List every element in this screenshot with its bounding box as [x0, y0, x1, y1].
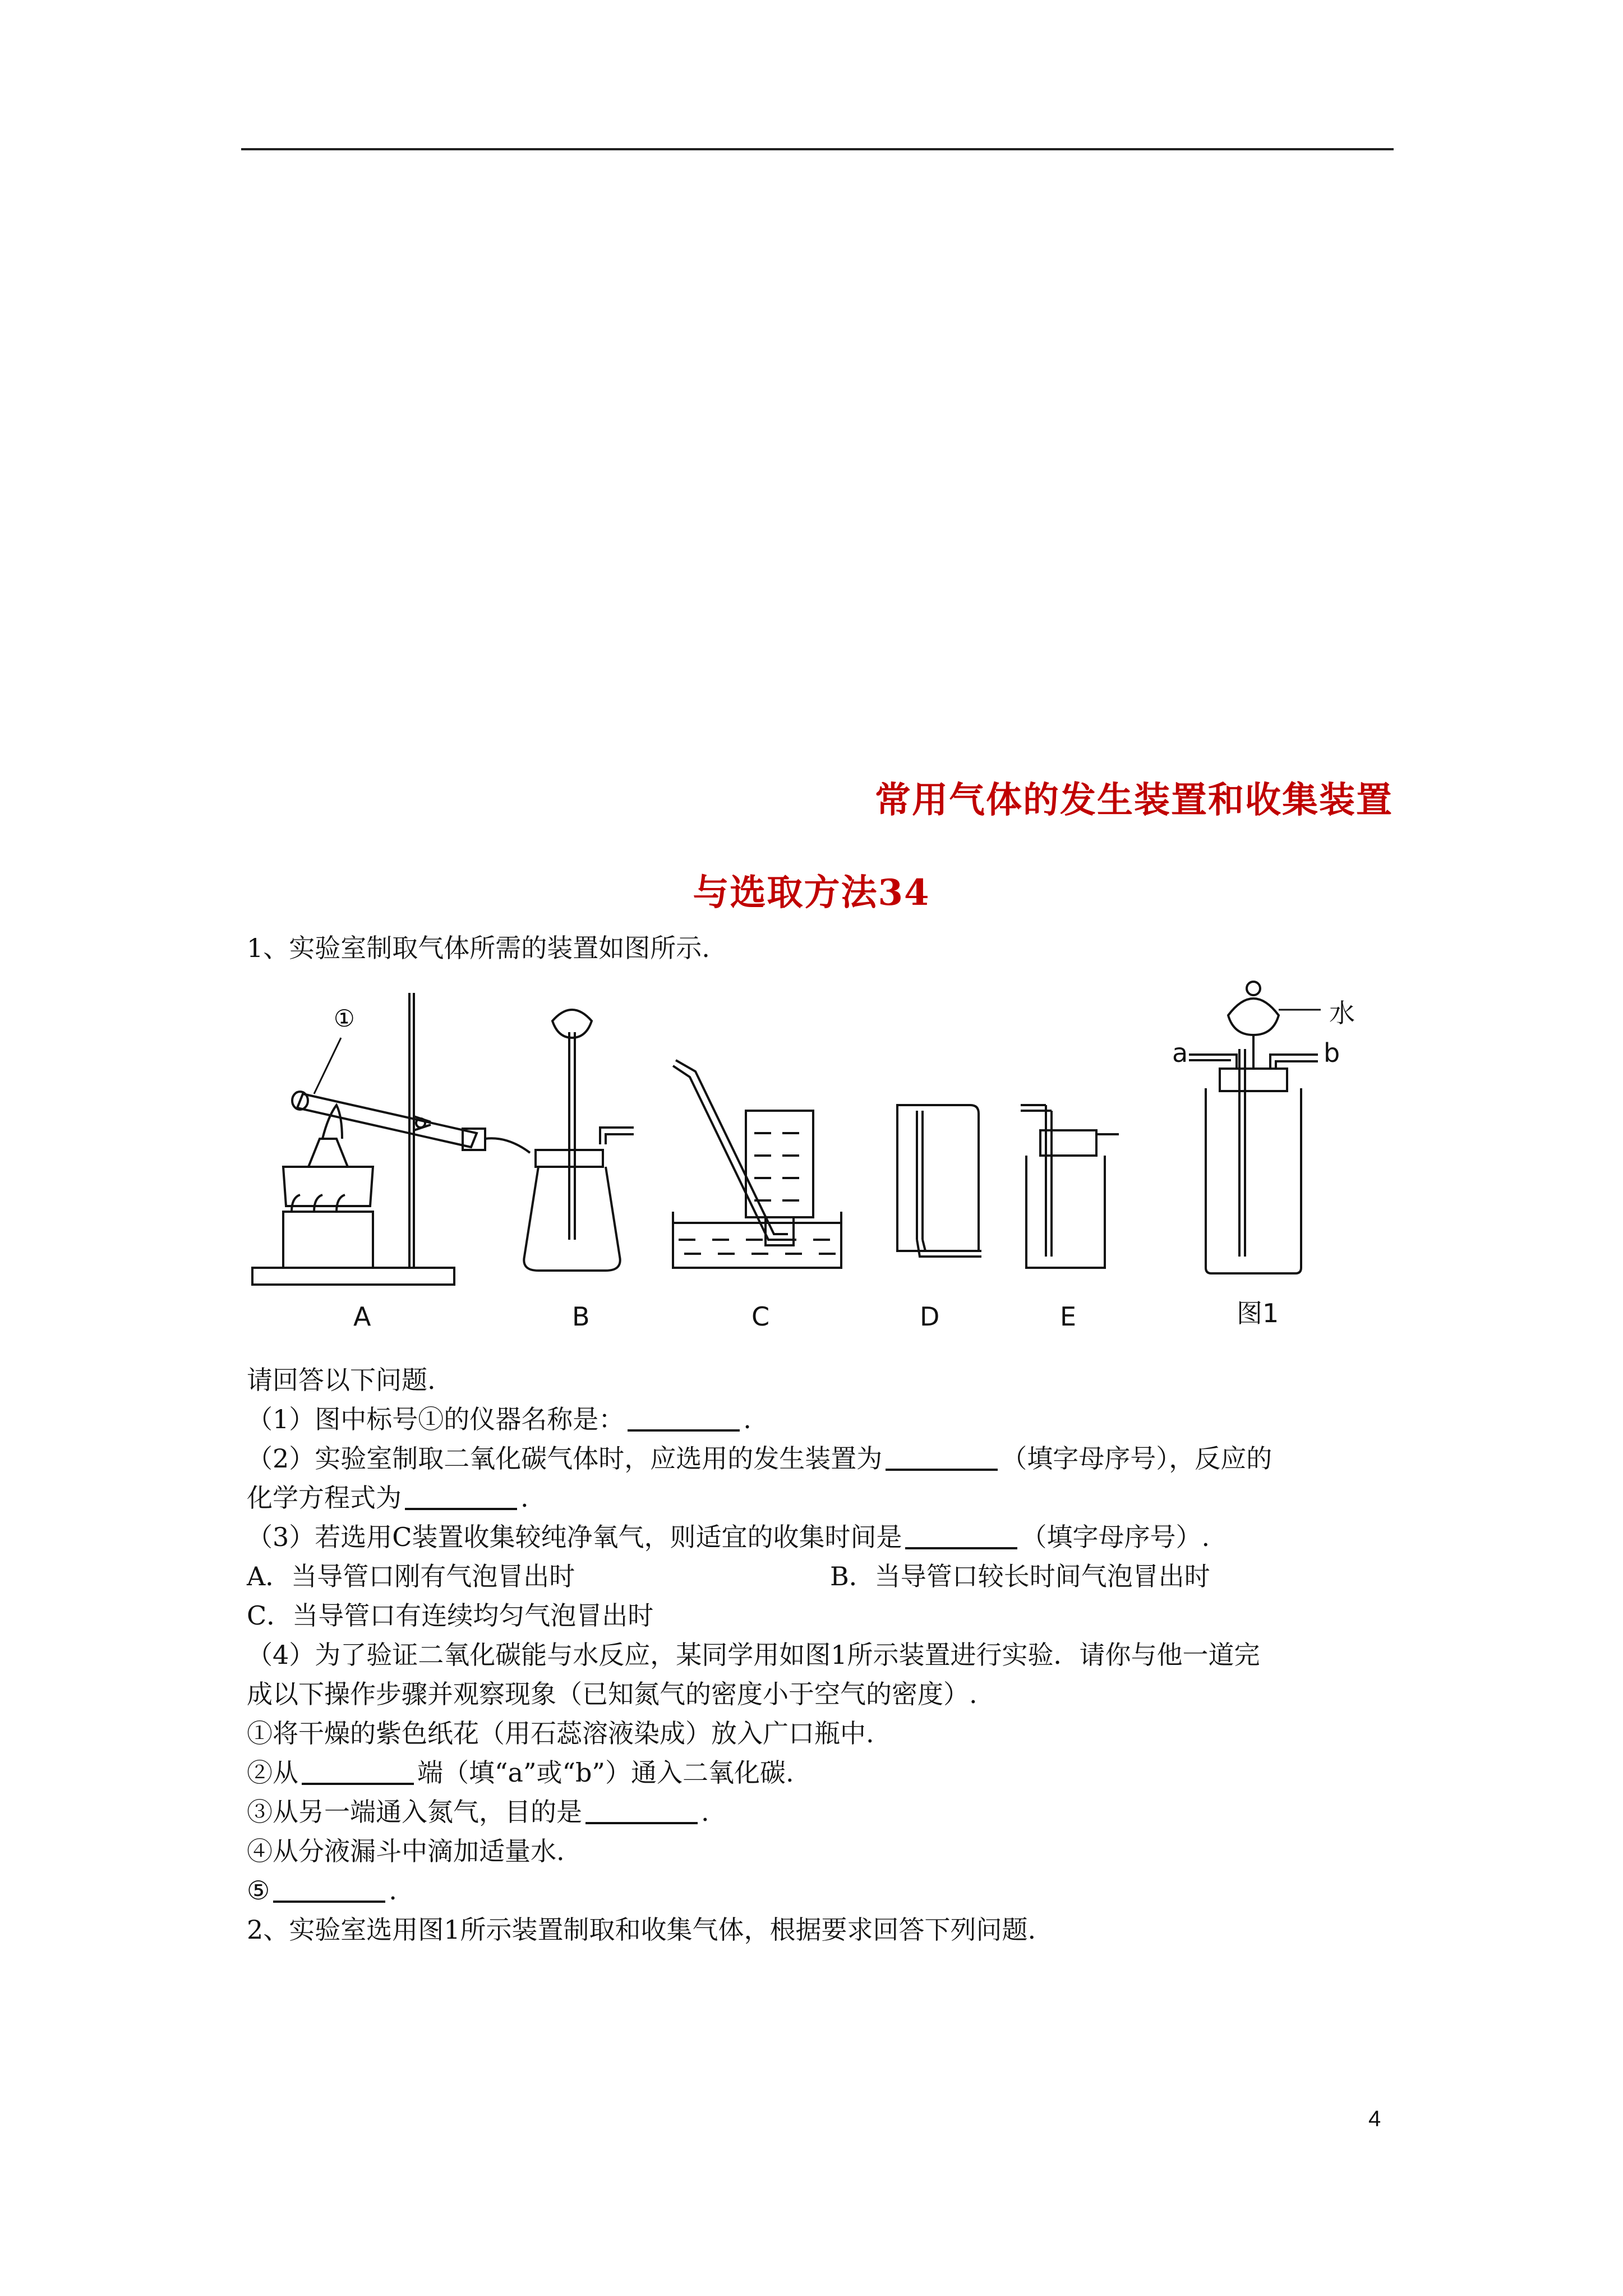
apparatus-e — [1021, 1105, 1119, 1268]
answer-blank — [302, 1757, 414, 1785]
q1-prompt: 请回答以下问题. — [247, 1365, 436, 1395]
figure-label-fig1: 图1 — [1237, 1298, 1279, 1328]
q1-part2-text: （2）实验室制取二氧化碳气体时，应选用的发生装置为 — [247, 1443, 883, 1474]
step-2 — [247, 1756, 794, 1789]
q1-part1-text: （1）图中标号①的仪器名称是： — [247, 1404, 625, 1434]
q1-part3-text: （3）若选用C装置收集较纯净氧气，则适宜的收集时间是 — [247, 1522, 902, 1552]
answer-blank — [273, 1875, 385, 1903]
figure-label-c: C — [751, 1301, 770, 1332]
option-b: B．当导管口较长时间气泡冒出时 — [830, 1561, 1210, 1591]
apparatus-c — [673, 1060, 841, 1268]
q1-intro: 1、实验室制取气体所需的装置如图所示. — [247, 933, 710, 963]
figure-label-a: A — [353, 1301, 371, 1332]
step-4: ④从分液漏斗中滴加适量水. — [247, 1836, 565, 1866]
q1-part2-text-end: （填字母序号），反应的 — [1001, 1443, 1272, 1474]
label-circle-1: ① — [334, 1005, 355, 1032]
q1-part4-line2: 成以下操作步骤并观察现象（已知氮气的密度小于空气的密度）. — [247, 1679, 978, 1709]
answer-blank — [628, 1404, 740, 1432]
apparatus-diagram — [241, 976, 1385, 1346]
option-c: C．当导管口有连续均匀气泡冒出时 — [247, 1600, 654, 1631]
q2-intro: 2、实验室选用图1所示装置制取和收集气体，根据要求回答下列问题. — [247, 1915, 1036, 1945]
apparatus-b — [524, 1010, 634, 1271]
header-rule — [241, 148, 1394, 150]
apparatus-d — [897, 1105, 981, 1257]
figure-label-b: B — [572, 1301, 590, 1332]
answer-blank — [905, 1521, 1017, 1549]
step-1: ①将干燥的紫色纸花（用石蕊溶液染成）放入广口瓶中. — [247, 1718, 874, 1749]
step-5-end: . — [389, 1875, 397, 1906]
answer-blank — [405, 1482, 517, 1510]
step-5-text: ⑤ — [247, 1875, 270, 1906]
label-a: a — [1172, 1038, 1188, 1068]
answer-blank — [886, 1443, 998, 1471]
q1-part2-line1 — [247, 1442, 1272, 1475]
q1-part3 — [247, 1520, 1210, 1554]
step-3 — [247, 1795, 709, 1829]
q1-part1 — [247, 1402, 751, 1436]
q1-part3-end: （填字母序号）. — [1021, 1522, 1210, 1552]
q1-part2-line2-text: 化学方程式为 — [247, 1483, 402, 1513]
q1-part4-line1: （4）为了验证二氧化碳能与水反应，某同学用如图1所示装置进行实验．请你与他一道完 — [247, 1640, 1260, 1670]
q1-part1-end: . — [743, 1404, 751, 1434]
step-2-text: ②从 — [247, 1757, 298, 1788]
step-3-text: ③从另一端通入氮气，目的是 — [247, 1797, 582, 1827]
answer-blank — [585, 1796, 698, 1824]
figure-label-e: E — [1060, 1301, 1077, 1332]
apparatus-a — [252, 993, 530, 1285]
option-a: A．当导管口刚有气泡冒出时 — [247, 1561, 575, 1591]
apparatus-figure1 — [1189, 982, 1321, 1273]
step-2-end: 端（填“a”或“b”）通入二氧化碳. — [417, 1757, 794, 1788]
page-number: 4 — [1368, 2106, 1381, 2131]
title-line-2: 与选取方法34 — [693, 872, 930, 914]
label-b: b — [1324, 1038, 1340, 1068]
title-line-1: 常用气体的发生装置和收集装置 — [875, 779, 1393, 821]
figure-label-d: D — [920, 1301, 940, 1332]
apparatus-figure — [241, 976, 1385, 1346]
step-5 — [247, 1874, 397, 1907]
q1-part2-line2-end: . — [520, 1483, 529, 1513]
label-water: 水 — [1329, 998, 1355, 1028]
step-3-end: . — [701, 1797, 709, 1827]
q1-part2-line2 — [247, 1481, 529, 1515]
